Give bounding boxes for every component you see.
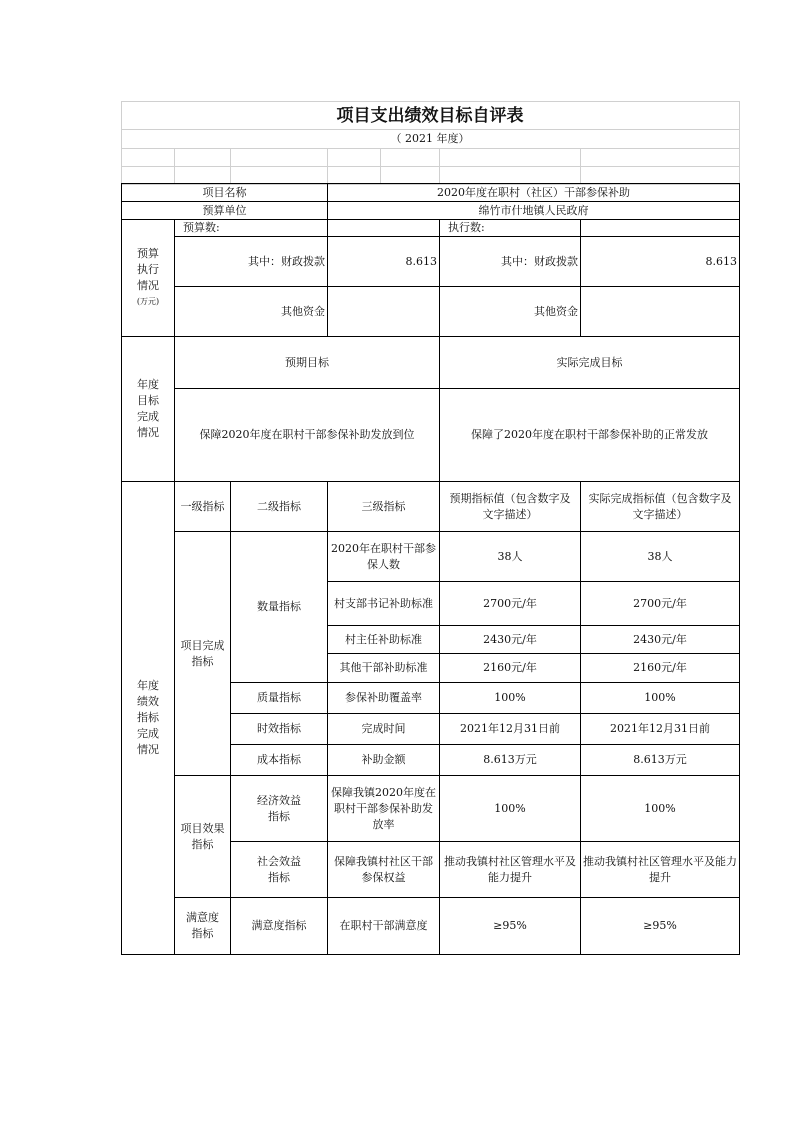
actual-cell: 38人 <box>581 532 740 582</box>
project-name-label: 项目名称 <box>122 184 328 202</box>
fiscal-funds-exec-label: 其中：财政拨款 <box>440 237 581 287</box>
level2-cell: 社会效益 指标 <box>231 842 328 898</box>
actual-goal-header: 实际完成目标 <box>440 337 740 389</box>
actual-cell: 推动我镇村社区管理水平及能力提升 <box>581 842 740 898</box>
fiscal-funds-row <box>122 237 740 287</box>
expected-goal-text: 保障2020年度在职村干部参保补助发放到位 <box>175 389 440 482</box>
fiscal-funds-exec: 8.613 <box>581 237 740 287</box>
exec-count-label: 执行数: <box>440 220 581 237</box>
other-funds-row <box>122 287 740 337</box>
evaluation-table <box>121 183 740 955</box>
level3-cell: 村主任补助标准 <box>328 626 440 654</box>
budget-unit-row <box>122 202 740 220</box>
actual-cell: 100% <box>581 683 740 714</box>
expected-goal-header: 预期目标 <box>175 337 440 389</box>
level2-cell: 时效指标 <box>231 714 328 745</box>
level3-cell: 补助金额 <box>328 745 440 776</box>
goals-section-label: 年度 目标 完成 情况 <box>122 337 175 482</box>
actual-cell: 2160元/年 <box>581 654 740 683</box>
actual-cell: 8.613万元 <box>581 745 740 776</box>
fiscal-funds-budget: 8.613 <box>328 237 440 287</box>
indicator-section-label: 年度 绩效 指标 完成 情况 <box>122 482 175 955</box>
other-funds-label: 其他资金 <box>175 287 328 337</box>
level3-cell: 完成时间 <box>328 714 440 745</box>
col-expected-header: 预期指标值（包含数字及 文字描述） <box>440 482 581 532</box>
level3-cell: 保障我镇2020年度在职村干部参保补助发放率 <box>328 776 440 842</box>
expected-cell: 8.613万元 <box>440 745 581 776</box>
exec-count-value <box>581 220 740 237</box>
col-level3-header: 三级指标 <box>328 482 440 532</box>
level3-cell: 保障我镇村社区干部参保权益 <box>328 842 440 898</box>
actual-cell: 2700元/年 <box>581 582 740 626</box>
project-name-row <box>122 184 740 202</box>
level3-cell: 其他干部补助标准 <box>328 654 440 683</box>
col-level1-header: 一级指标 <box>175 482 231 532</box>
level2-cell: 满意度指标 <box>231 898 328 955</box>
level3-cell: 村支部书记补助标准 <box>328 582 440 626</box>
actual-cell: ≥95% <box>581 898 740 955</box>
level2-cell: 数量指标 <box>231 532 328 683</box>
budget-unit-value: 绵竹市什地镇人民政府 <box>328 202 740 220</box>
budget-unit-label: 预算单位 <box>122 202 328 220</box>
expected-cell: 2021年12月31日前 <box>440 714 581 745</box>
col-level2-header: 二级指标 <box>231 482 328 532</box>
expected-cell: 2430元/年 <box>440 626 581 654</box>
level2-cell: 质量指标 <box>231 683 328 714</box>
budget-count-row <box>122 220 740 237</box>
group-output-label: 项目完成 指标 <box>175 532 231 776</box>
group-satisfaction-label: 满意度 指标 <box>175 898 231 955</box>
fiscal-funds-label: 其中：财政拨款 <box>175 237 328 287</box>
expected-cell: 100% <box>440 683 581 714</box>
actual-cell: 2430元/年 <box>581 626 740 654</box>
goals-header-row <box>122 337 740 389</box>
actual-cell: 2021年12月31日前 <box>581 714 740 745</box>
level2-cell: 经济效益 指标 <box>231 776 328 842</box>
table-row <box>122 776 740 842</box>
budget-section-label: 预算 执行 情况 (万元) <box>122 220 175 337</box>
page-title: 项目支出绩效目标自评表 <box>336 106 524 126</box>
year-label: （ 2021 年度） <box>390 132 470 145</box>
expected-cell: ≥95% <box>440 898 581 955</box>
budget-count-label: 预算数: <box>175 220 328 237</box>
level2-cell: 成本指标 <box>231 745 328 776</box>
other-funds-exec-label: 其他资金 <box>440 287 581 337</box>
expected-cell: 2160元/年 <box>440 654 581 683</box>
other-funds-exec <box>581 287 740 337</box>
table-row <box>122 898 740 955</box>
expected-cell: 推动我镇村社区管理水平及能力提升 <box>440 842 581 898</box>
level3-cell: 参保补助覆盖率 <box>328 683 440 714</box>
goals-content-row <box>122 389 740 482</box>
budget-count-value <box>328 220 440 237</box>
expected-cell: 100% <box>440 776 581 842</box>
indicator-header-row <box>122 482 740 532</box>
level3-cell: 在职村干部满意度 <box>328 898 440 955</box>
actual-cell: 100% <box>581 776 740 842</box>
project-name-value: 2020年度在职村（社区）干部参保补助 <box>328 184 740 202</box>
level3-cell: 2020年在职村干部参保人数 <box>328 532 440 582</box>
col-actual-header: 实际完成指标值（包含数字及 文字描述） <box>581 482 740 532</box>
other-funds-budget <box>328 287 440 337</box>
expected-cell: 2700元/年 <box>440 582 581 626</box>
group-effect-label: 项目效果 指标 <box>175 776 231 898</box>
expected-cell: 38人 <box>440 532 581 582</box>
table-row <box>122 532 740 582</box>
actual-goal-text: 保障了2020年度在职村干部参保补助的正常发放 <box>440 389 740 482</box>
